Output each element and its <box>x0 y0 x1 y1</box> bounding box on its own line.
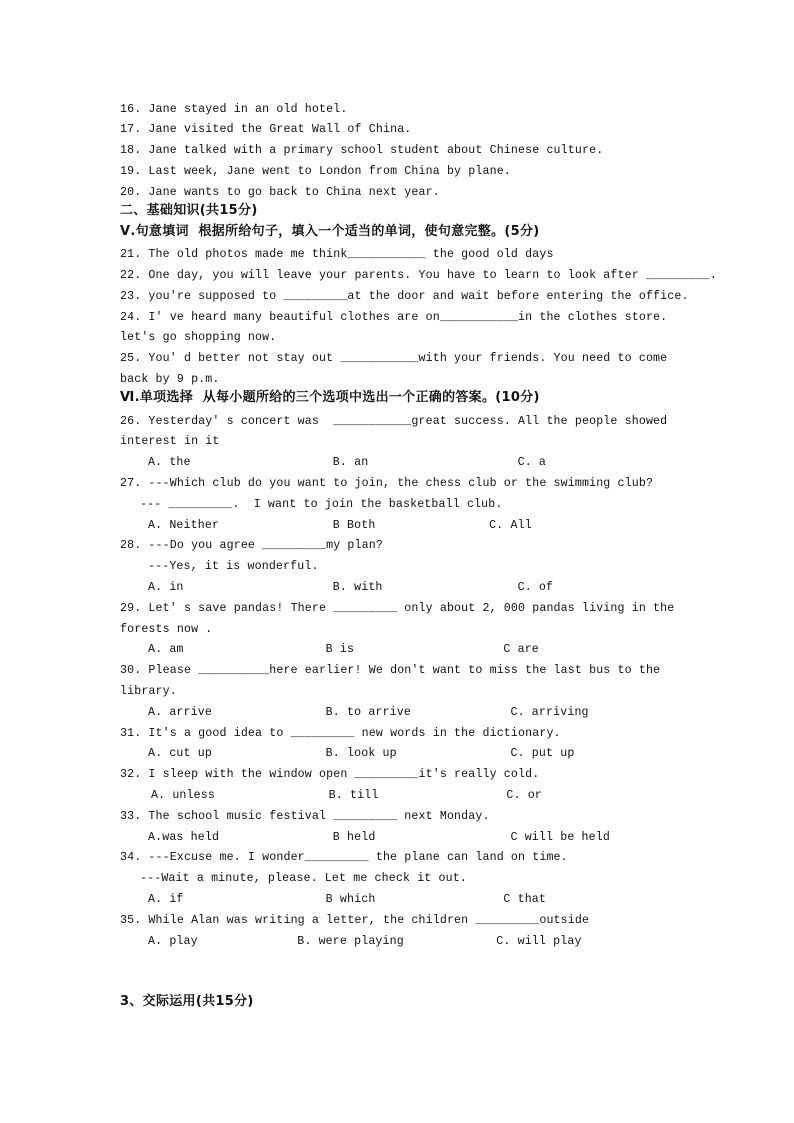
question-32: 32. I sleep with the window open _________it's really cold. <box>120 768 540 781</box>
question-34-options: A. if B which C that <box>148 893 547 906</box>
statement-16: 16. Jane stayed in an old hotel. <box>120 103 348 116</box>
question-24-line-2: let's go shopping now. <box>120 331 277 344</box>
section-heading-fill-in-words: Ⅴ.句意填词 根据所给句子，填入一个适当的单词，使句意完整。(5分) <box>120 224 540 239</box>
section-heading-communication: 3、交际运用(共15分) <box>120 994 254 1009</box>
question-21: 21. The old photos made me think___________ the good old days <box>120 248 554 261</box>
question-26-line-2: interest in it <box>120 435 220 448</box>
question-22: 22. One day, you will leave your parents. You have to learn to look after _________. <box>120 269 718 282</box>
question-23: 23. you're supposed to _________at the door and wait before entering the office. <box>120 290 689 303</box>
statement-19: 19. Last week, Jane went to London from China by plane. <box>120 165 511 178</box>
question-24-line-1: 24. I' ve heard many beautiful clothes are on___________in the clothes store. <box>120 311 668 324</box>
section-heading-multiple-choice: Ⅵ.单项选择 从每小题所给的三个选项中选出一个正确的答案。(10分) <box>120 390 540 405</box>
question-32-options: A. unless B. till C. or <box>151 789 542 802</box>
question-26-line-1: 26. Yesterday' s concert was ___________great success. All the people showed <box>120 415 668 428</box>
question-26-options: A. the B. an C. a <box>148 456 547 469</box>
question-25-line-2: back by 9 p.m. <box>120 373 220 386</box>
section-heading-basic-knowledge: 二、基础知识(共15分) <box>120 203 258 218</box>
question-31: 31. It's a good idea to _________ new words in the dictionary. <box>120 727 561 740</box>
question-34-line-1: 34. ---Excuse me. I wonder_________ the plane can land on time. <box>120 851 568 864</box>
statement-17: 17. Jane visited the Great Wall of China. <box>120 123 412 136</box>
question-29-options: A. am B is C are <box>148 643 539 656</box>
question-27-options: A. Neither B Both C. All <box>148 519 532 532</box>
question-33: 33. The school music festival _________ next Monday. <box>120 810 490 823</box>
question-27-line-2: --- _________. I want to join the basketball club. <box>140 498 503 511</box>
statement-20: 20. Jane wants to go back to China next year. <box>120 186 440 199</box>
question-29-line-2: forests now . <box>120 623 213 636</box>
question-35-options: A. play B. were playing C. will play <box>148 935 582 948</box>
question-34-line-2: ---Wait a minute, please. Let me check it out. <box>140 872 467 885</box>
question-30-line-1: 30. Please __________here earlier! We don't want to miss the last bus to the <box>120 664 661 677</box>
question-30-options: A. arrive B. to arrive C. arriving <box>148 706 589 719</box>
question-35: 35. While Alan was writing a letter, the children _________outside <box>120 914 590 927</box>
question-30-line-2: library. <box>120 685 177 698</box>
question-28-line-2: ---Yes, it is wonderful. <box>148 560 319 573</box>
question-31-options: A. cut up B. look up C. put up <box>148 747 575 760</box>
question-33-options: A.was held B held C will be held <box>148 831 610 844</box>
question-28-options: A. in B. with C. of <box>148 581 554 594</box>
question-28-line-1: 28. ---Do you agree _________my plan? <box>120 539 383 552</box>
question-27-line-1: 27. ---Which club do you want to join, the chess club or the swimming club? <box>120 477 654 490</box>
question-25-line-1: 25. You' d better not stay out ___________with your friends. You need to come <box>120 352 668 365</box>
statement-18: 18. Jane talked with a primary school student about Chinese culture. <box>120 144 604 157</box>
question-29-line-1: 29. Let' s save pandas! There _________ only about 2, 000 pandas living in the <box>120 602 675 615</box>
